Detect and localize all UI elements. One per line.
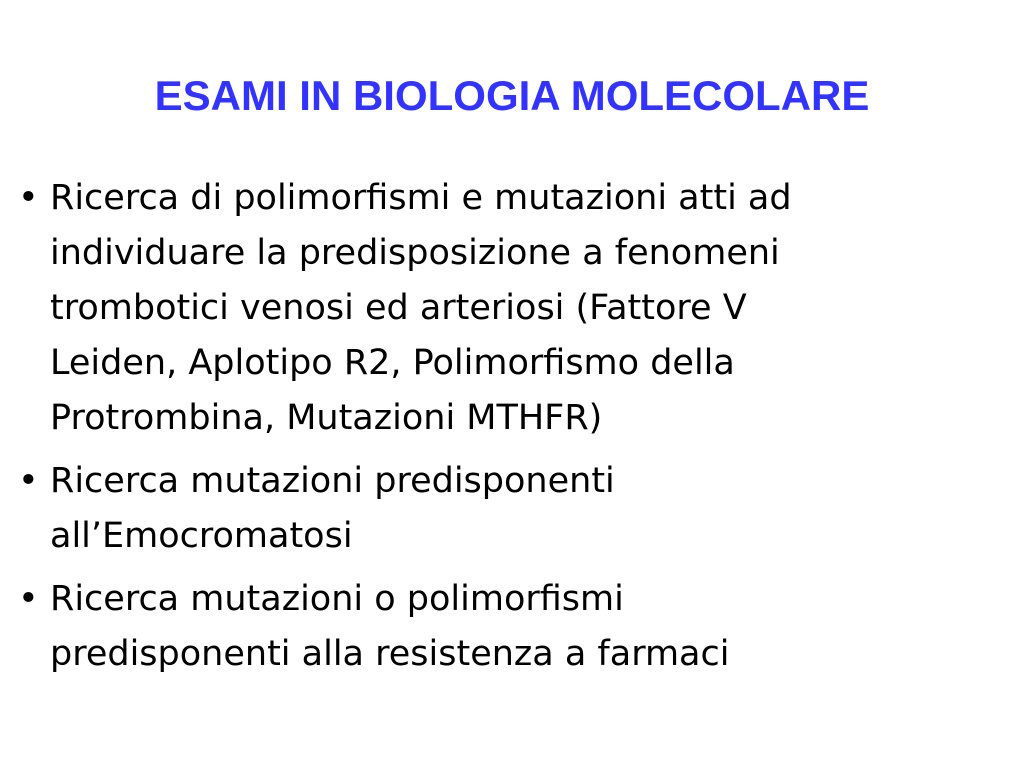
bullet-text-line: individuare la predisposizione a fenomeni — [50, 233, 780, 273]
bullet-marker: • — [18, 579, 39, 619]
bullet-item — [18, 454, 1008, 564]
bullet-text-line: predisponenti alla resistenza a farmaci — [50, 634, 730, 674]
bullet-item — [18, 171, 1008, 446]
bullet-text-line: Ricerca di polimorfismi e mutazioni atti ad — [50, 178, 792, 218]
bullet-text-line: all’Emocromatosi — [50, 516, 353, 556]
slide-title: ESAMI IN BIOLOGIA MOLECOLARE — [154, 72, 870, 119]
bullet-marker: • — [18, 461, 39, 501]
bullet-list — [18, 171, 1008, 690]
bullet-text-line: Protrombina, Mutazioni MTHFR) — [50, 398, 603, 438]
bullet-item — [18, 572, 1008, 682]
bullet-marker: • — [18, 178, 39, 218]
bullet-text-line: Ricerca mutazioni o polimorfismi — [50, 579, 624, 619]
bullet-text-line: trombotici venosi ed arteriosi (Fattore V — [50, 288, 747, 328]
bullet-text-line: Leiden, Aplotipo R2, Polimorfismo della — [50, 343, 735, 383]
bullet-text-line: Ricerca mutazioni predisponenti — [50, 461, 615, 501]
